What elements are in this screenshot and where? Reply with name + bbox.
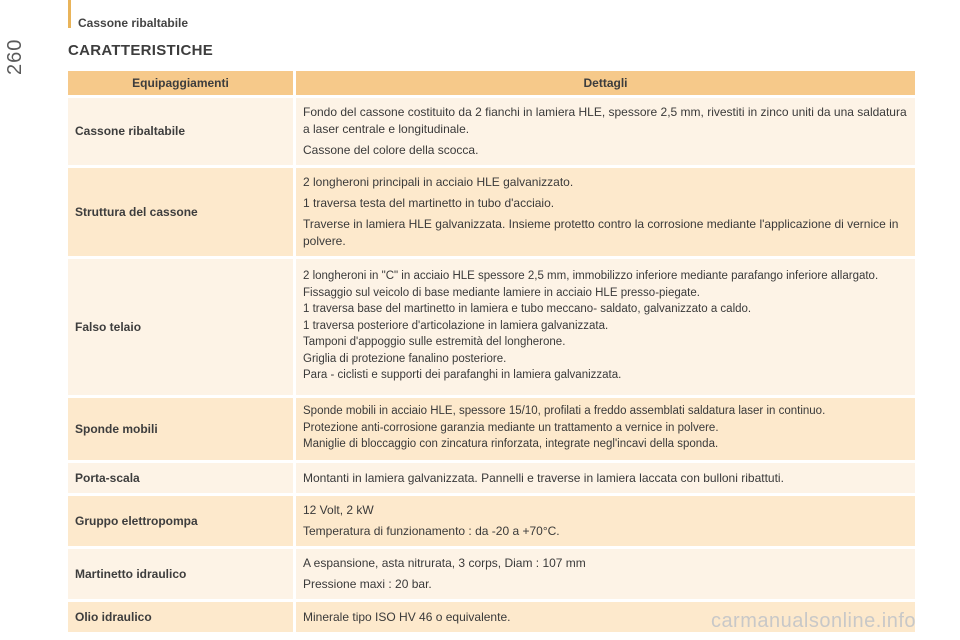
detail-line: Griglia di protezione fanalino posteriore.: [303, 352, 507, 365]
chapter-header: Cassone ribaltabile: [78, 16, 189, 30]
detail-line: Montanti in lamiera galvanizzata. Pannelli e traverse in lamiera laccata con bulloni ribattuti.: [303, 470, 784, 485]
row-details: [296, 98, 915, 165]
detail-line: Protezione anti-corrosione garanzia mediante un trattamento a vernice in polvere.: [303, 421, 719, 434]
watermark-text: carmanualsonline.info: [710, 610, 916, 632]
table-row: [68, 398, 915, 460]
detail-line: Tamponi d'appoggio sulle estremità del longherone.: [303, 336, 566, 349]
row-name: Gruppo elettropompa: [68, 496, 296, 546]
detail-line: 1 traversa posteriore d'articolazione in lamiera galvanizzata.: [303, 319, 609, 332]
row-details: [296, 398, 915, 460]
detail-line: 1 traversa base del martinetto in lamiera e tubo meccano- saldato, galvanizzato a caldo.: [303, 303, 752, 316]
detail-line: 2 longheroni in "C" in acciaio HLE spessore 2,5 mm, immobilizzo inferiore mediante parafango inferiore allargato.: [303, 270, 879, 283]
detail-line: Temperatura di funzionamento : da -20 a +70°C.: [303, 524, 560, 538]
detail-line: 1 traversa testa del martinetto in tubo d'acciaio.: [303, 196, 555, 210]
table-row: [68, 549, 915, 599]
row-name: Olio idraulico: [68, 602, 296, 632]
table-row: [68, 496, 915, 546]
header-accent-bar: [68, 0, 71, 28]
row-name: Falso telaio: [68, 259, 296, 395]
row-details: [296, 549, 915, 599]
page-number: 260: [4, 38, 26, 75]
specifications-table: [68, 68, 915, 635]
detail-line: A espansione, asta nitrurata, 3 corps, Diam : 107 mm: [303, 556, 586, 570]
detail-line: Fissaggio sul veicolo di base mediante lamiere in acciaio HLE presso-piegate.: [303, 286, 700, 299]
row-details: [296, 496, 915, 546]
detail-line: Para - ciclisti e supporti dei parafanghi in lamiera galvanizzata.: [303, 369, 622, 382]
detail-line: Fondo del cassone costituito da 2 fianchi in lamiera HLE, spessore 2,5 mm, rivestiti in zinco uniti da una saldatura a laser centrale e longitudinale.: [303, 105, 907, 136]
detail-line: Pressione maxi : 20 bar.: [303, 577, 432, 591]
detail-line: Maniglie di bloccaggio con zincatura rinforzata, integrate negl'incavi della sponda.: [303, 438, 719, 451]
detail-line: 12 Volt, 2 kW: [303, 503, 374, 517]
row-details: [296, 259, 915, 395]
row-name: Porta-scala: [68, 463, 296, 493]
table-header-row: [68, 71, 915, 95]
row-details: [296, 463, 915, 493]
row-name: Martinetto idraulico: [68, 549, 296, 599]
section-title: CARATTERISTICHE: [68, 42, 214, 59]
row-name: Sponde mobili: [68, 398, 296, 460]
column-header-details: Dettagli: [296, 71, 915, 95]
column-header-equipment: Equipaggiamenti: [68, 71, 296, 95]
row-name: Cassone ribaltabile: [68, 98, 296, 165]
row-name: Struttura del cassone: [68, 168, 296, 256]
table-row: [68, 463, 915, 493]
detail-line: Minerale tipo ISO HV 46 o equivalente.: [303, 609, 511, 624]
table-row: [68, 259, 915, 395]
detail-line: 2 longheroni principali in acciaio HLE galvanizzato.: [303, 175, 574, 189]
table-row: [68, 98, 915, 165]
detail-line: Traverse in lamiera HLE galvanizzata. Insieme protetto contro la corrosione mediante l'applicazione di vernice in polvere.: [303, 217, 899, 248]
row-details: [296, 168, 915, 256]
detail-line: Cassone del colore della scocca.: [303, 143, 479, 157]
table-row: [68, 168, 915, 256]
detail-line: Sponde mobili in acciaio HLE, spessore 15/10, profilati a freddo assemblati saldatura laser in continuo.: [303, 405, 826, 418]
